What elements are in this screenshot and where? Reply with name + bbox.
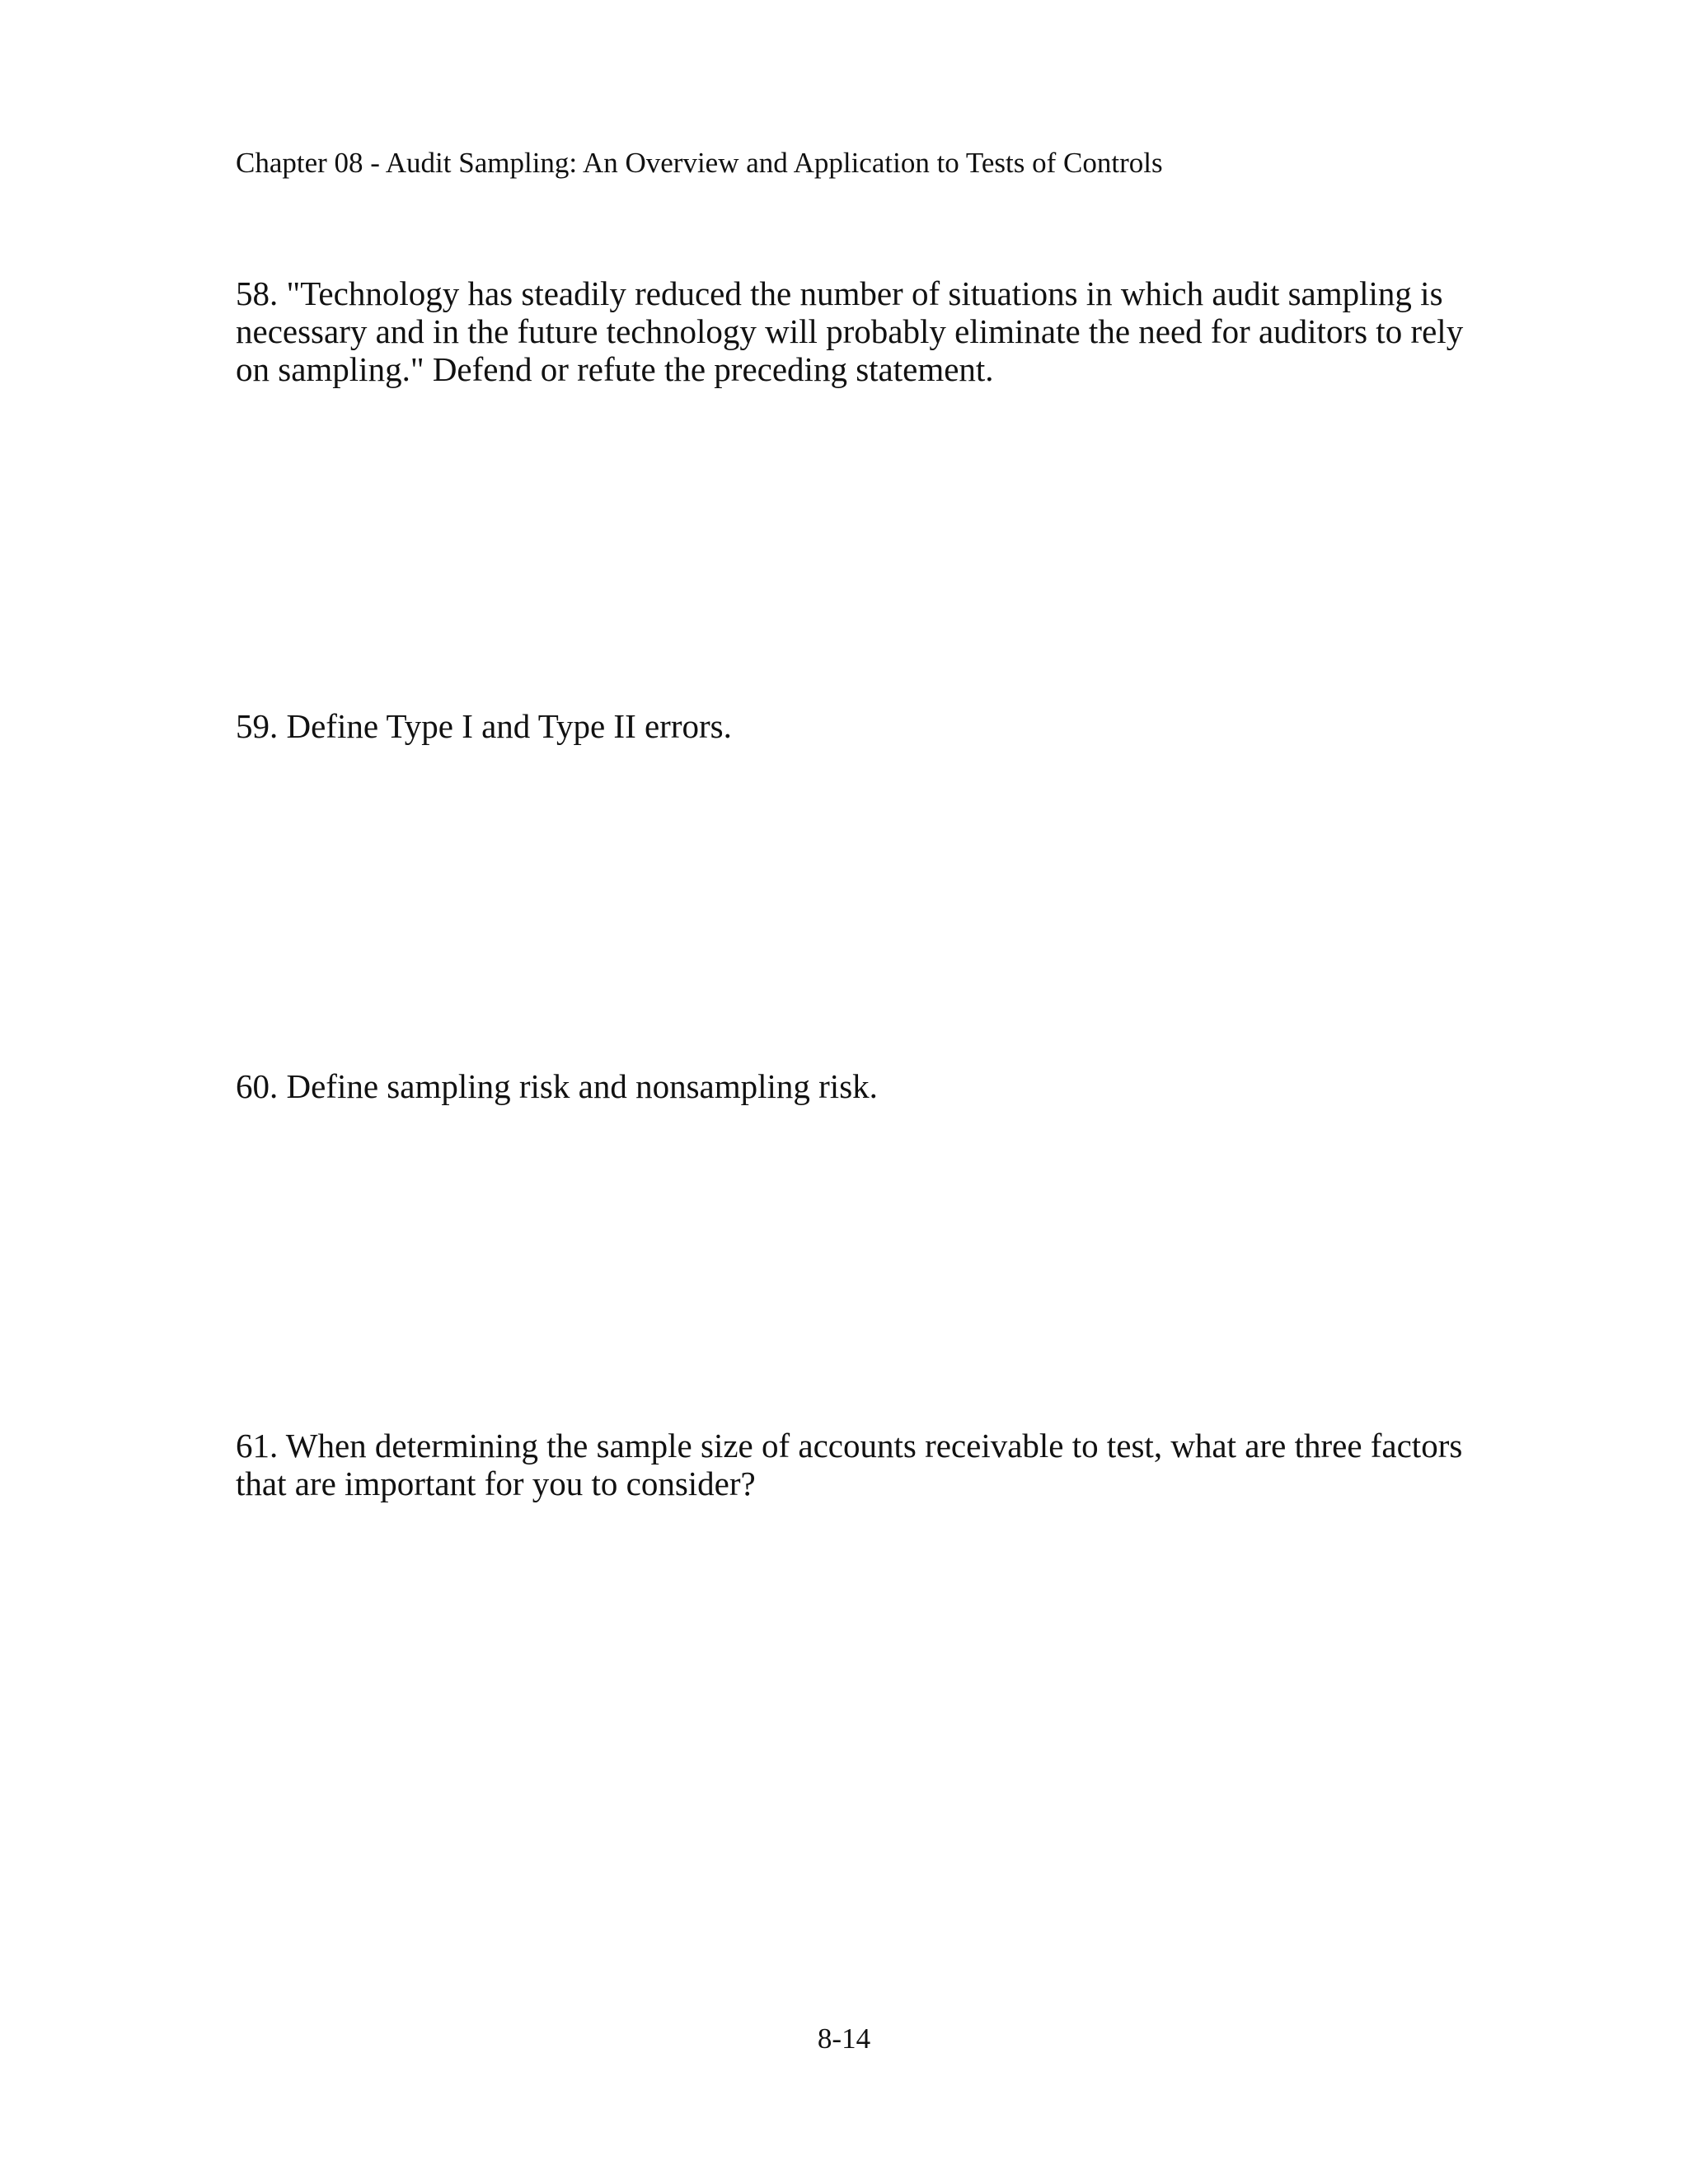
question-61: 61. When determining the sample size of accounts receivable to test, what are three factors that are important for you to consider? [236, 1427, 1463, 1502]
question-60: 60. Define sampling risk and nonsampling risk. [236, 1067, 878, 1105]
question-58: 58. "Technology has steadily reduced the number of situations in which audit sampling is necessary and in the future technology will probably eliminate the need for auditors to rely on sampling." Defend or refute the preceding statement. [236, 274, 1464, 388]
chapter-header: Chapter 08 - Audit Sampling: An Overview and Application to Tests of Controls [236, 147, 1163, 179]
question-59: 59. Define Type I and Type II errors. [236, 707, 732, 745]
page-number: 8-14 [817, 2022, 871, 2055]
